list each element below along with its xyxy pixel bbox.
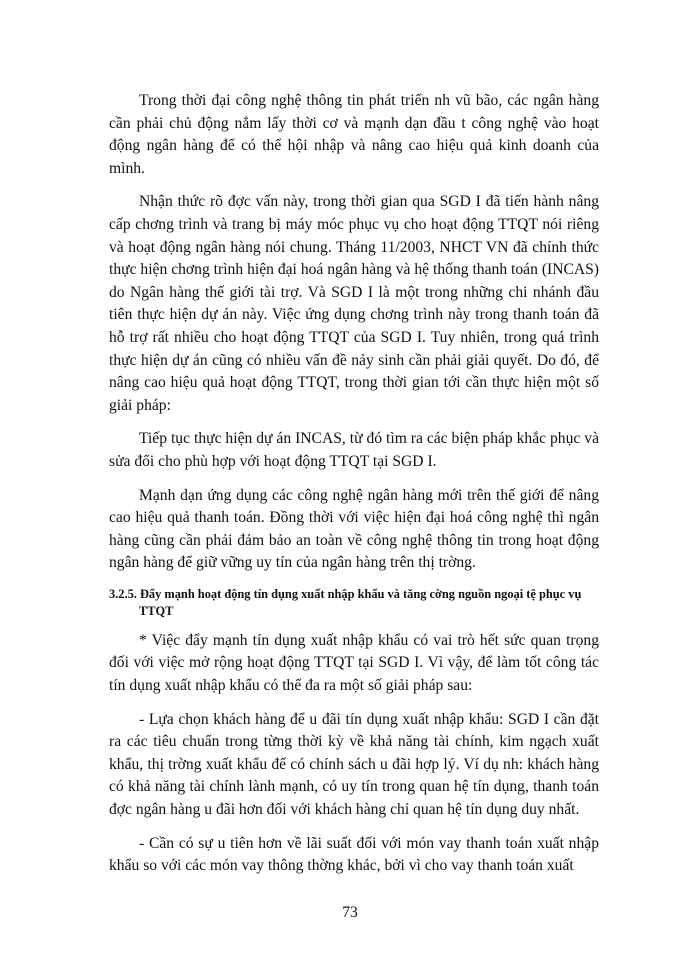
paragraph-continue-incas: Tiếp tục thực hiện dự án INCAS, từ đó tìm ra các biện pháp khắc phục và sửa đổi cho phù hợp với hoạt động TTQT tại SGD I.: [109, 430, 599, 470]
paragraph-technology-era: Trong thời đại công nghệ thông tin phát triển nh vũ bão, các ngân hàng cần phải chủ động nắm lấy thời cơ và mạnh dạn đầu t công nghệ vào hoạt động ngân hàng để có thể hội nhập và nâng cao hiệu quả kinh doanh của mình.: [109, 92, 599, 177]
paragraph-interest-priority: - Cần có sự u tiên hơn về lãi suất đối với món vay thanh toán xuất nhập khẩu so với các món vay thông thờng khác, bởi vì cho vay thanh toán xuất: [109, 834, 599, 875]
paragraph-select-customers: - Lựa chọn khách hàng để u đãi tín dụng xuất nhập khẩu: SGD I cần đặt ra các tiêu chuẩn trong từng thời kỳ về khả năng tài chính, kim ngạch xuất khẩu, thị trờng xuất khẩu để có chính sách u đãi hợp lý. Ví dụ nh: khách hàng có khả năng tài chính lành mạnh, có uy tín trong quan hệ tín dụng, thanh toán đợc ngân hàng u đãi hơn đối với khách hàng chỉ quan hệ tín dụng duy nhất.: [109, 710, 599, 819]
paragraph-export-credit: * Việc đẩy mạnh tín dụng xuất nhập khẩu có vai trò hết sức quan trọng đối với việc mở rộng hoạt động TTQT tại SGD I. Vì vậy, để làm tốt công tác tín dụng xuất nhập khẩu có thể đa ra một số giải pháp sau:: [109, 631, 599, 695]
page-body: [109, 90, 599, 889]
section-heading: 3.2.5. Đẩy mạnh hoạt động tín dụng xuất nhập khẩu và tăng cờng nguồn ngoại tệ phục vụ TTQT: [109, 586, 582, 618]
page-number: 73: [342, 904, 358, 921]
paragraph-incas-upgrade: Nhận thức rõ đợc vấn này, trong thời gian qua SGD I đã tiến hành nâng cấp chơng trình và trang bị máy móc phục vụ cho hoạt động TTQT nói riêng và hoạt động ngân hàng nói chung. Tháng 11/2003, NHCT VN đã chính thức thực hiện chơng trình hiện đại hoá ngân hàng và hệ thống thanh toán (INCAS) do Ngân hàng thế giới tài trợ. Và SGD I là một trong những chi nhánh đầu tiên thực hiện dự án này. Việc ứng dụng chơng trình này trong thanh toán đã hỗ trợ rất nhiều cho hoạt động TTQT của SGD I. Tuy nhiên, trong quá trình thực hiện dự án cũng có nhiều vấn đề nảy sinh cần phải giải quyết. Do đó, để nâng cao hiệu quả hoạt động TTQT, trong thời gian tới cần thực hiện một số giải pháp:: [109, 193, 599, 414]
paragraph-new-technology: Mạnh dạn ứng dụng các công nghệ ngân hàng mới trên thế giới để nâng cao hiệu quả thanh toán. Đồng thời với việc hiện đại hoá công nghệ thì ngân hàng cũng cần phải đảm bảo an toàn về công nghệ thông tin trong hoạt động ngân hàng để giữ vững uy tín của ngân hàng trên thị trờng.: [109, 486, 599, 572]
